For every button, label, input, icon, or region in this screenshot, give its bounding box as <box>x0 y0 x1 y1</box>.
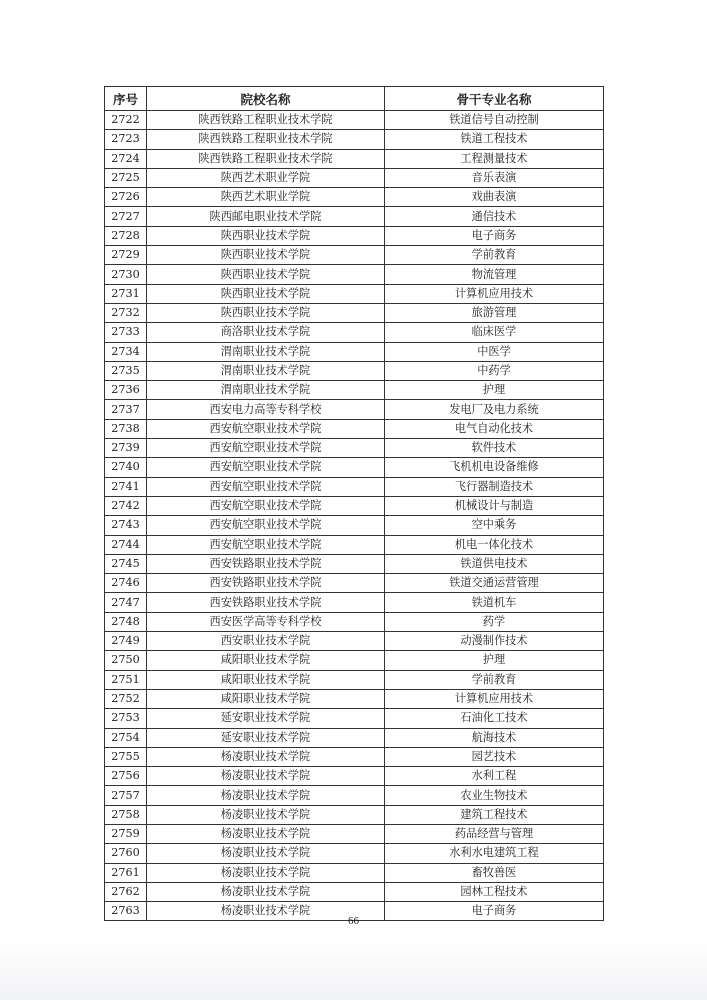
cell-serial: 2753 <box>105 709 147 728</box>
cell-serial: 2746 <box>105 574 147 593</box>
cell-school: 杨凌职业技术学院 <box>147 844 385 863</box>
cell-major: 发电厂及电力系统 <box>385 400 604 419</box>
table-row <box>105 805 604 824</box>
cell-serial: 2733 <box>105 323 147 342</box>
cell-school: 陕西职业技术学院 <box>147 284 385 303</box>
cell-serial: 2747 <box>105 593 147 612</box>
cell-school: 咸阳职业技术学院 <box>147 670 385 689</box>
cell-school: 延安职业技术学院 <box>147 728 385 747</box>
cell-major: 工程测量技术 <box>385 149 604 168</box>
table-row <box>105 535 604 554</box>
cell-major: 航海技术 <box>385 728 604 747</box>
cell-serial: 2725 <box>105 168 147 187</box>
cell-major: 学前教育 <box>385 670 604 689</box>
cell-serial: 2724 <box>105 149 147 168</box>
table-row <box>105 188 604 207</box>
cell-school: 陕西邮电职业技术学院 <box>147 207 385 226</box>
cell-serial: 2758 <box>105 805 147 824</box>
cell-major: 物流管理 <box>385 265 604 284</box>
cell-school: 陕西铁路工程职业技术学院 <box>147 130 385 149</box>
cell-major: 电子商务 <box>385 902 604 921</box>
cell-serial: 2762 <box>105 882 147 901</box>
table-row <box>105 207 604 226</box>
table-row <box>105 747 604 766</box>
table-row <box>105 303 604 322</box>
cell-major: 药品经营与管理 <box>385 824 604 843</box>
cell-serial: 2742 <box>105 496 147 515</box>
table-row <box>105 284 604 303</box>
cell-major: 飞机机电设备维修 <box>385 458 604 477</box>
table-row <box>105 516 604 535</box>
cell-serial: 2722 <box>105 111 147 130</box>
cell-school: 杨凌职业技术学院 <box>147 824 385 843</box>
table-row <box>105 361 604 380</box>
cell-major: 园艺技术 <box>385 747 604 766</box>
cell-school: 西安航空职业技术学院 <box>147 419 385 438</box>
cell-major: 中药学 <box>385 361 604 380</box>
cell-major: 计算机应用技术 <box>385 284 604 303</box>
cell-serial: 2743 <box>105 516 147 535</box>
cell-major: 农业生物技术 <box>385 786 604 805</box>
cell-serial: 2732 <box>105 303 147 322</box>
cell-major: 学前教育 <box>385 246 604 265</box>
cell-major: 中医学 <box>385 342 604 361</box>
cell-major: 护理 <box>385 651 604 670</box>
cell-major: 旅游管理 <box>385 303 604 322</box>
cell-school: 杨凌职业技术学院 <box>147 882 385 901</box>
cell-school: 杨凌职业技术学院 <box>147 805 385 824</box>
cell-school: 咸阳职业技术学院 <box>147 689 385 708</box>
cell-school: 西安电力高等专科学校 <box>147 400 385 419</box>
table-row <box>105 342 604 361</box>
table-row <box>105 767 604 786</box>
cell-school: 陕西职业技术学院 <box>147 246 385 265</box>
cell-major: 水利工程 <box>385 767 604 786</box>
cell-school: 陕西职业技术学院 <box>147 303 385 322</box>
table-row <box>105 786 604 805</box>
table-row <box>105 130 604 149</box>
cell-school: 杨凌职业技术学院 <box>147 767 385 786</box>
cell-major: 计算机应用技术 <box>385 689 604 708</box>
cell-major: 护理 <box>385 381 604 400</box>
cell-school: 渭南职业技术学院 <box>147 361 385 380</box>
cell-school: 陕西艺术职业学院 <box>147 188 385 207</box>
cell-major: 铁道交通运营管理 <box>385 574 604 593</box>
cell-school: 杨凌职业技术学院 <box>147 786 385 805</box>
cell-major: 铁道信号自动控制 <box>385 111 604 130</box>
table-row <box>105 593 604 612</box>
cell-major: 动漫制作技术 <box>385 632 604 651</box>
table-row <box>105 882 604 901</box>
cell-major: 铁道机车 <box>385 593 604 612</box>
cell-school: 西安医学高等专科学校 <box>147 612 385 631</box>
cell-serial: 2759 <box>105 824 147 843</box>
cell-serial: 2728 <box>105 226 147 245</box>
cell-school: 陕西铁路工程职业技术学院 <box>147 111 385 130</box>
table-row <box>105 265 604 284</box>
table-row <box>105 323 604 342</box>
cell-serial: 2749 <box>105 632 147 651</box>
table-row <box>105 439 604 458</box>
cell-school: 西安航空职业技术学院 <box>147 496 385 515</box>
cell-serial: 2737 <box>105 400 147 419</box>
cell-major: 药学 <box>385 612 604 631</box>
table-row <box>105 554 604 573</box>
cell-school: 西安航空职业技术学院 <box>147 516 385 535</box>
table-row <box>105 496 604 515</box>
cell-school: 咸阳职业技术学院 <box>147 651 385 670</box>
header-serial: 序号 <box>105 87 147 111</box>
cell-major: 戏曲表演 <box>385 188 604 207</box>
cell-major: 空中乘务 <box>385 516 604 535</box>
cell-serial: 2729 <box>105 246 147 265</box>
cell-major: 音乐表演 <box>385 168 604 187</box>
cell-school: 西安航空职业技术学院 <box>147 439 385 458</box>
cell-school: 西安航空职业技术学院 <box>147 477 385 496</box>
cell-serial: 2750 <box>105 651 147 670</box>
cell-serial: 2726 <box>105 188 147 207</box>
cell-serial: 2738 <box>105 419 147 438</box>
cell-school: 西安航空职业技术学院 <box>147 535 385 554</box>
cell-serial: 2760 <box>105 844 147 863</box>
table-row <box>105 458 604 477</box>
cell-serial: 2755 <box>105 747 147 766</box>
table-row <box>105 419 604 438</box>
cell-serial: 2723 <box>105 130 147 149</box>
table-row <box>105 824 604 843</box>
cell-school: 西安职业技术学院 <box>147 632 385 651</box>
cell-serial: 2757 <box>105 786 147 805</box>
cell-school: 西安铁路职业技术学院 <box>147 554 385 573</box>
cell-major: 水利水电建筑工程 <box>385 844 604 863</box>
cell-major: 园林工程技术 <box>385 882 604 901</box>
cell-school: 渭南职业技术学院 <box>147 381 385 400</box>
cell-school: 西安铁路职业技术学院 <box>147 574 385 593</box>
cell-school: 延安职业技术学院 <box>147 709 385 728</box>
cell-serial: 2741 <box>105 477 147 496</box>
cell-serial: 2734 <box>105 342 147 361</box>
table-row <box>105 400 604 419</box>
table-row <box>105 632 604 651</box>
cell-school: 商洛职业技术学院 <box>147 323 385 342</box>
cell-school: 陕西职业技术学院 <box>147 265 385 284</box>
page-bottom-shade <box>0 935 707 1000</box>
cell-serial: 2730 <box>105 265 147 284</box>
table-row <box>105 612 604 631</box>
cell-serial: 2740 <box>105 458 147 477</box>
header-row <box>105 87 604 111</box>
cell-school: 陕西艺术职业学院 <box>147 168 385 187</box>
cell-major: 铁道工程技术 <box>385 130 604 149</box>
cell-serial: 2756 <box>105 767 147 786</box>
cell-major: 机械设计与制造 <box>385 496 604 515</box>
cell-school: 杨凌职业技术学院 <box>147 863 385 882</box>
header-major: 骨干专业名称 <box>385 87 604 111</box>
cell-serial: 2745 <box>105 554 147 573</box>
cell-major: 石油化工技术 <box>385 709 604 728</box>
table-row <box>105 477 604 496</box>
specialty-table <box>104 86 604 921</box>
cell-major: 通信技术 <box>385 207 604 226</box>
cell-major: 飞行器制造技术 <box>385 477 604 496</box>
cell-school: 西安航空职业技术学院 <box>147 458 385 477</box>
table-row <box>105 844 604 863</box>
cell-school: 陕西铁路工程职业技术学院 <box>147 149 385 168</box>
page-number: 66 <box>348 915 359 927</box>
table-row <box>105 246 604 265</box>
table-row <box>105 111 604 130</box>
cell-serial: 2754 <box>105 728 147 747</box>
cell-serial: 2751 <box>105 670 147 689</box>
header-school: 院校名称 <box>147 87 385 111</box>
table-row <box>105 651 604 670</box>
table-body <box>105 111 604 921</box>
cell-serial: 2744 <box>105 535 147 554</box>
cell-major: 电子商务 <box>385 226 604 245</box>
table-row <box>105 863 604 882</box>
cell-major: 机电一体化技术 <box>385 535 604 554</box>
table-row <box>105 689 604 708</box>
cell-serial: 2748 <box>105 612 147 631</box>
cell-school: 杨凌职业技术学院 <box>147 747 385 766</box>
table-row <box>105 728 604 747</box>
table-row <box>105 709 604 728</box>
cell-serial: 2735 <box>105 361 147 380</box>
cell-major: 软件技术 <box>385 439 604 458</box>
cell-major: 临床医学 <box>385 323 604 342</box>
cell-school: 陕西职业技术学院 <box>147 226 385 245</box>
table-row <box>105 226 604 245</box>
table-row <box>105 670 604 689</box>
table-row <box>105 168 604 187</box>
cell-serial: 2752 <box>105 689 147 708</box>
cell-serial: 2736 <box>105 381 147 400</box>
cell-school: 杨凌职业技术学院 <box>147 902 385 921</box>
cell-serial: 2727 <box>105 207 147 226</box>
cell-major: 建筑工程技术 <box>385 805 604 824</box>
cell-serial: 2739 <box>105 439 147 458</box>
cell-serial: 2763 <box>105 902 147 921</box>
cell-major: 畜牧兽医 <box>385 863 604 882</box>
cell-serial: 2731 <box>105 284 147 303</box>
table-row <box>105 381 604 400</box>
cell-serial: 2761 <box>105 863 147 882</box>
cell-major: 铁道供电技术 <box>385 554 604 573</box>
cell-school: 西安铁路职业技术学院 <box>147 593 385 612</box>
cell-school: 渭南职业技术学院 <box>147 342 385 361</box>
cell-major: 电气自动化技术 <box>385 419 604 438</box>
table-row <box>105 574 604 593</box>
table-row <box>105 149 604 168</box>
